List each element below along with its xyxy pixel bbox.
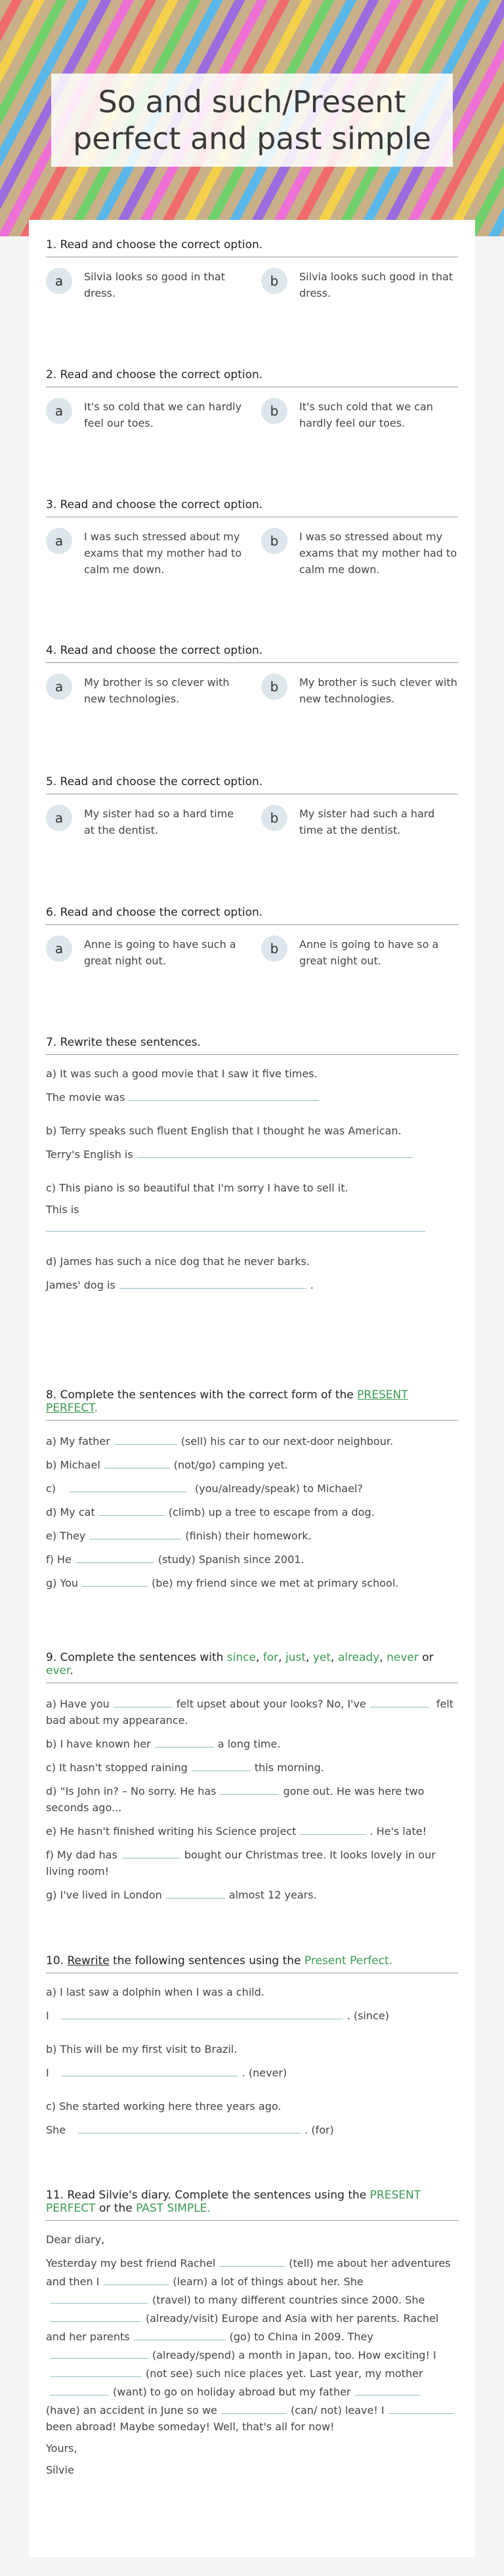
answer-field[interactable]: [220, 1781, 279, 1795]
answer-field[interactable]: [121, 1845, 180, 1858]
question-title: 10. Rewrite the following sentences using the Present Perfect.: [46, 1954, 458, 1973]
answer-field[interactable]: [89, 1526, 181, 1539]
answer-field[interactable]: [300, 1821, 366, 1835]
answer-field[interactable]: [46, 1218, 425, 1232]
question-title: 6. Read and choose the correct option.: [46, 906, 458, 925]
question-2: [46, 368, 458, 431]
worksheet-card: [29, 220, 475, 2557]
question-11: [46, 2189, 458, 2478]
option-a[interactable]: a Anne is going to have such a great night out.: [46, 935, 243, 969]
answer-field[interactable]: [75, 1549, 154, 1563]
question-title: 9. Complete the sentences with since, for, just, yet, already, never or ever.: [46, 1651, 458, 1683]
option-a[interactable]: a It's so cold that we can hardly feel our toes.: [46, 398, 243, 431]
answer-field[interactable]: [82, 1573, 148, 1587]
answer-field[interactable]: [137, 1144, 413, 1158]
option-a[interactable]: a My sister had so a hard time at the dentist.: [46, 805, 243, 838]
diary-greeting: Dear diary,: [46, 2233, 105, 2246]
option-b[interactable]: b Anne is going to have so a great night out.: [261, 935, 458, 969]
option-b[interactable]: b My brother is such clever with new technologies.: [261, 674, 458, 707]
answer-field[interactable]: [370, 1694, 429, 1707]
answer-field[interactable]: [61, 2006, 343, 2019]
answer-field[interactable]: [61, 2063, 238, 2076]
question-title: 8. Complete the sentences with the correct form of the PRESENT PERFECT.: [46, 1388, 458, 1421]
question-title: 3. Read and choose the correct option.: [46, 498, 458, 517]
option-b[interactable]: b I was so stressed about my exams that my mother had to calm me down.: [261, 528, 458, 578]
question-8: 8. Complete the sentences with the correct form of the PRESENT PERFECT. a) My father (sell) his car to our next-door neighbour. b) Michael (not/go) camping yet. c) (you/already/speak) to Michael? d) My cat (climb) up a tree to escape from a dog. e) They (finish) their homework. f) He (study) Spanish since 2001. g) You (be) my friend since we met at primary school.: [46, 1388, 458, 1591]
question-7: 7. Rewrite these sentences. a) It was such a good movie that I saw it five times. The movie was b) Terry speaks such fluent English that I thought he was American. Terry's English is c) This piano is so beautiful that I'm sorry I have to sell it. This is d) James has such a nice dog that he never barks. James' dog is .: [46, 1036, 458, 1293]
option-b[interactable]: b My sister had such a hard time at the dentist.: [261, 805, 458, 838]
answer-field[interactable]: [166, 1885, 225, 1899]
option-letter-a: a: [46, 268, 72, 294]
answer-field[interactable]: [192, 1757, 251, 1771]
diary-text: Yesterday my best friend Rachel (tell) me about her adventures and then I (learn) a lot of things about her. She(travel) to many different countries since 2000. She(already/visit) Europe and Asia with her parents. Rachel and her parents (go) to China in 2009. They(already/spend) a month in Japan, too. How exciting! I(not see) such nice places yet. Last year, my mother(want) to go on holiday abroad but my father(have) an accident in June so we (can/ not) leave! Ibeen abroad! Maybe someday! Well, that's all for now!: [46, 2253, 458, 2435]
diary-signature: Silvie: [46, 2464, 74, 2476]
question-4: [46, 644, 458, 707]
answer-field[interactable]: [114, 1694, 173, 1707]
question-title: 5. Read and choose the correct option.: [46, 775, 458, 794]
answer-field[interactable]: [114, 1431, 177, 1445]
question-1: [46, 238, 458, 301]
option-letter-b: b: [261, 268, 287, 294]
question-title: 7. Rewrite these sentences.: [46, 1036, 458, 1055]
diary-closing: Yours,: [46, 2442, 77, 2455]
question-5: [46, 775, 458, 838]
question-title: 11. Read Silvie's diary. Complete the sentences using the PRESENT PERFECT or the PAST SIMPLE.: [46, 2189, 458, 2221]
answer-field[interactable]: [99, 1502, 165, 1516]
answer-field[interactable]: [119, 1275, 306, 1289]
title-banner: [51, 74, 453, 167]
option-a[interactable]: a I was such stressed about my exams that my mother had to calm me down.: [46, 528, 243, 578]
worksheet-title: So and such/Present perfect and past simple: [73, 84, 431, 156]
question-6: [46, 906, 458, 969]
question-10: 10. Rewrite the following sentences using the Present Perfect. a) I last saw a dolphin when I was a child. I . (since) b) This will be my first visit to Brazil. I . (never) c) She started working here three years ago. She . (for): [46, 1954, 458, 2138]
option-a[interactable]: a My brother is so clever with new technologies.: [46, 674, 243, 707]
question-3: [46, 498, 458, 578]
answer-field[interactable]: [155, 1734, 214, 1748]
answer-field[interactable]: [69, 1478, 187, 1492]
answer-field[interactable]: [129, 1087, 319, 1101]
answer-field[interactable]: [104, 1455, 170, 1469]
option-b[interactable]: b Silvia looks such good in that dress.: [261, 268, 458, 301]
question-title: 1. Read and choose the correct option.: [46, 238, 458, 257]
question-9: 9. Complete the sentences with since, for, just, yet, already, never or ever. a) Have you felt upset about your looks? No, I've felt bad about my appearance. b) I have known her a long time. c) It hasn't stopped raining this morning. d) “Is John in? – No sorry. He has gone out. He was here two seconds ago... e) He hasn't finished writing his Science project . He's late! f) My dad has bought our Christmas tree. It looks lovely in our living room! g) I've lived in London almost 12 years.: [46, 1651, 458, 1903]
option-b[interactable]: b It's such cold that we can hardly feel our toes.: [261, 398, 458, 431]
question-title: 2. Read and choose the correct option.: [46, 368, 458, 387]
question-title: 4. Read and choose the correct option.: [46, 644, 458, 663]
option-a[interactable]: a Silvia looks so good in that dress.: [46, 268, 243, 301]
answer-field[interactable]: [77, 2120, 301, 2134]
